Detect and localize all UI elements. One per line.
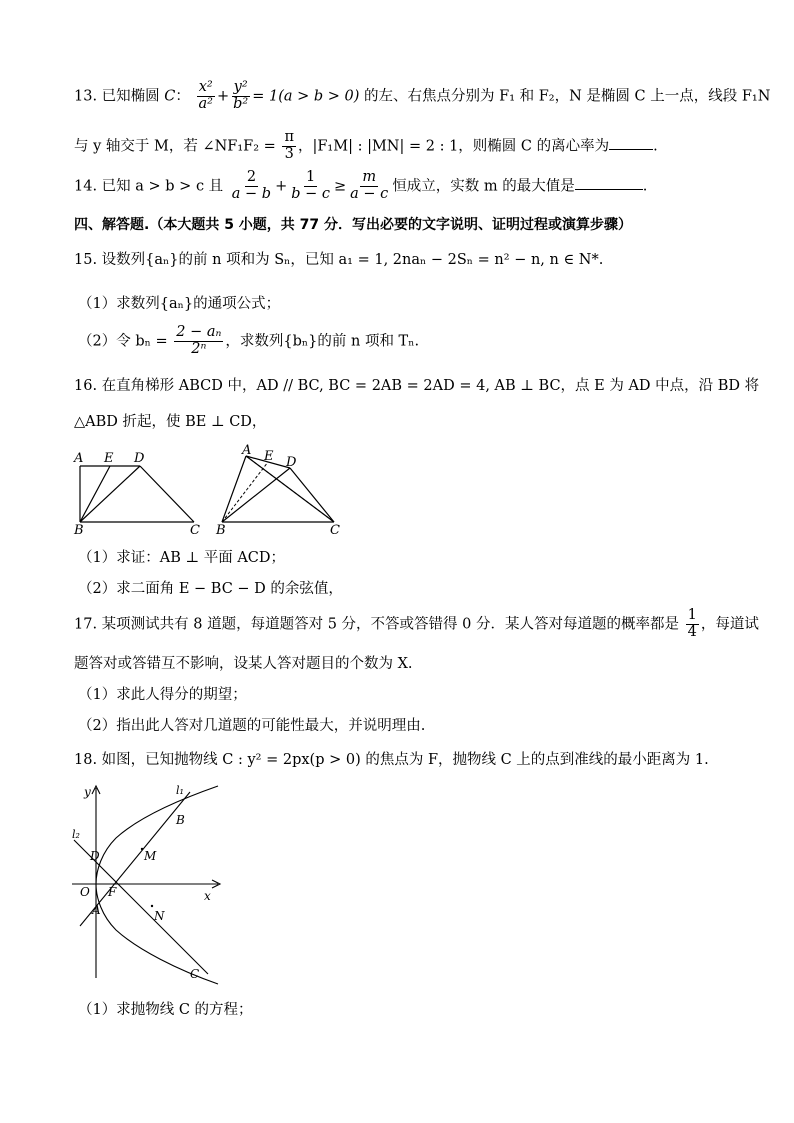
q13-frac-y-num: y² (233, 79, 248, 95)
q13-frac-x (197, 80, 215, 113)
q15-part1: （1）求数列{aₙ}的通项公式； (78, 296, 281, 312)
q13-angle-frac (282, 130, 296, 163)
q16-figure-folded (212, 440, 352, 534)
section4-title: 四、解答题.（本大题共 5 小题，共 77 分．写出必要的文字说明、证明过程或演算步骤） (74, 217, 633, 233)
q17-prob-frac (686, 608, 699, 641)
fig3-label-B: B (176, 813, 185, 827)
fig2-label-C: C (330, 523, 340, 534)
q16-line1: 16. 在直角梯形 ABCD 中，AD // BC, BC = 2AB = 2AD = 4, AB ⊥ BC，点 E 为 AD 中点，沿 BD 将 (74, 378, 760, 394)
q15-part2-suffix: ，求数列{bₙ}的前 n 项和 Tₙ. (225, 333, 420, 350)
q16-part2: （2）求二面角 E − BC − D 的余弦值， (78, 581, 343, 597)
q17-part1: （1）求此人得分的期望； (78, 687, 247, 703)
q13-frac-y (231, 80, 250, 113)
fig3-point-N (151, 905, 153, 907)
q13-angle-num: π (284, 129, 294, 145)
q14-answer-blank (575, 177, 643, 190)
fig3-axis-y: y (84, 785, 91, 799)
q14-frac3-den: a − c (350, 185, 389, 202)
q18-figure-parabola (68, 778, 238, 988)
q15-line1: 15. 设数列{aₙ}的前 n 项和为 Sₙ，已知 a₁ = 1, 2naₙ − 2Sₙ = n² − n, n ∈ N*. (74, 252, 604, 268)
fig3-axis-x: x (204, 889, 211, 903)
q16-figure-trapezoid (70, 448, 210, 534)
q13-end: . (653, 138, 658, 155)
q17-line2: 题答对或答错互不影响，设某人答对题目的个数为 X. (74, 656, 413, 672)
fig2-label-E: E (264, 449, 274, 464)
fig1-label-E: E (104, 451, 114, 466)
fig1-label-A: A (74, 451, 84, 466)
fig1-label-B: B (74, 523, 84, 534)
q14-line (74, 170, 647, 203)
fig3-label-C: C (190, 967, 200, 981)
q16-line2: △ABD 折起，使 BE ⊥ CD， (74, 414, 267, 430)
q13-eq-tail: = 1(a > b > 0) (252, 88, 360, 105)
q13-frac-x-den: a² (198, 95, 213, 112)
q17-line1 (74, 608, 759, 641)
q14-frac1 (230, 170, 273, 203)
q13-angle-den: 3 (284, 145, 294, 162)
q14-end: . (642, 178, 648, 195)
q15-part2-prefix: （2）令 bₙ = (78, 333, 168, 350)
fig3-label-A: A (92, 903, 101, 917)
q14-geq: ≥ (334, 178, 347, 195)
q14-frac3-num: m (362, 169, 377, 185)
fig1-label-D: D (134, 451, 145, 466)
fig2-label-D: D (286, 455, 297, 470)
q15-b-den: 2ⁿ (191, 340, 207, 357)
q14-suffix: 恒成立，实数 m 的最大值是 (392, 178, 575, 195)
q17-prob-den: 4 (687, 623, 697, 640)
q16-part1: （1）求证：AB ⊥ 平面 ACD； (78, 550, 286, 566)
q18-part1: （1）求抛物线 C 的方程； (78, 1002, 253, 1018)
fig3-label-l2: l₂ (72, 828, 80, 841)
q13-frac-y-den: b² (233, 95, 249, 112)
fig1-label-C: C (190, 523, 200, 534)
q17-part2: （2）指出此人答对几道题的可能性最大，并说明理由. (78, 718, 426, 734)
q14-frac1-num: 2 (246, 169, 257, 185)
fig3-label-D: D (90, 849, 100, 863)
q13-line2-suffix: ，|F₁M| : |MN| = 2 : 1，则椭圆 C 的离心率为 (297, 138, 610, 155)
q13-answer-blank (609, 137, 653, 150)
q14-prefix: 14. 已知 a > b > c 且 (74, 178, 224, 195)
fig2-label-B: B (216, 523, 226, 534)
q15-part2 (78, 325, 419, 358)
q14-frac1-den: a − b (231, 185, 272, 202)
q15-b-num: 2 − aₙ (176, 324, 222, 340)
q17-suffix: ，每道试 (700, 616, 759, 633)
q14-frac2 (289, 170, 332, 203)
q13-line1: 13. 已知椭圆 C： $\frac{\text{x²}}{\text{a²}}$ + $\frac{\text{y²}}{\text{b²}}$ = 1(a > b > 0) 的左、右焦点分别为 F₁ 和 F₂，N 是椭圆 C 上一点，线段 F₁N (74, 79, 771, 112)
fig3-label-M: M (144, 849, 157, 863)
q13-frac-x-num: x² (198, 79, 213, 95)
q13-line2-prefix: 与 y 轴交于 M，若 ∠NF₁F₂ = (74, 138, 276, 155)
q17-prob-num: 1 (687, 607, 697, 623)
q14-frac2-den: b − c (291, 185, 331, 202)
fig3-label-F: F (108, 885, 117, 899)
fig3-label-l1: l₁ (176, 784, 184, 797)
fig3-label-N: N (154, 909, 165, 923)
q14-frac3 (348, 170, 390, 203)
q14-plus: + (275, 178, 288, 195)
q13-prefix: 13. 已知椭圆 (74, 88, 160, 105)
q18-line1: 18. 如图，已知抛物线 C : y² = 2px(p > 0) 的焦点为 F，抛物线 C 上的点到准线的最小距离为 1. (74, 752, 709, 768)
fig3-label-O: O (80, 885, 90, 899)
fig2-label-A: A (242, 443, 252, 458)
q15-b-frac (174, 325, 223, 358)
q14-frac2-num: 1 (306, 169, 316, 185)
q13-suffix: 的左、右焦点分别为 F₁ 和 F₂，N 是椭圆 C 上一点，线段 F₁N (364, 88, 771, 105)
q17-prefix: 17. 某项测试共有 8 道题，每道题答对 5 分，不答或答错得 0 分．某人答对每道题的概率都是 (74, 616, 679, 633)
fig3-point-M (141, 848, 143, 850)
q13-ellipse-name: C (164, 88, 176, 105)
q13-line2 (74, 130, 658, 163)
